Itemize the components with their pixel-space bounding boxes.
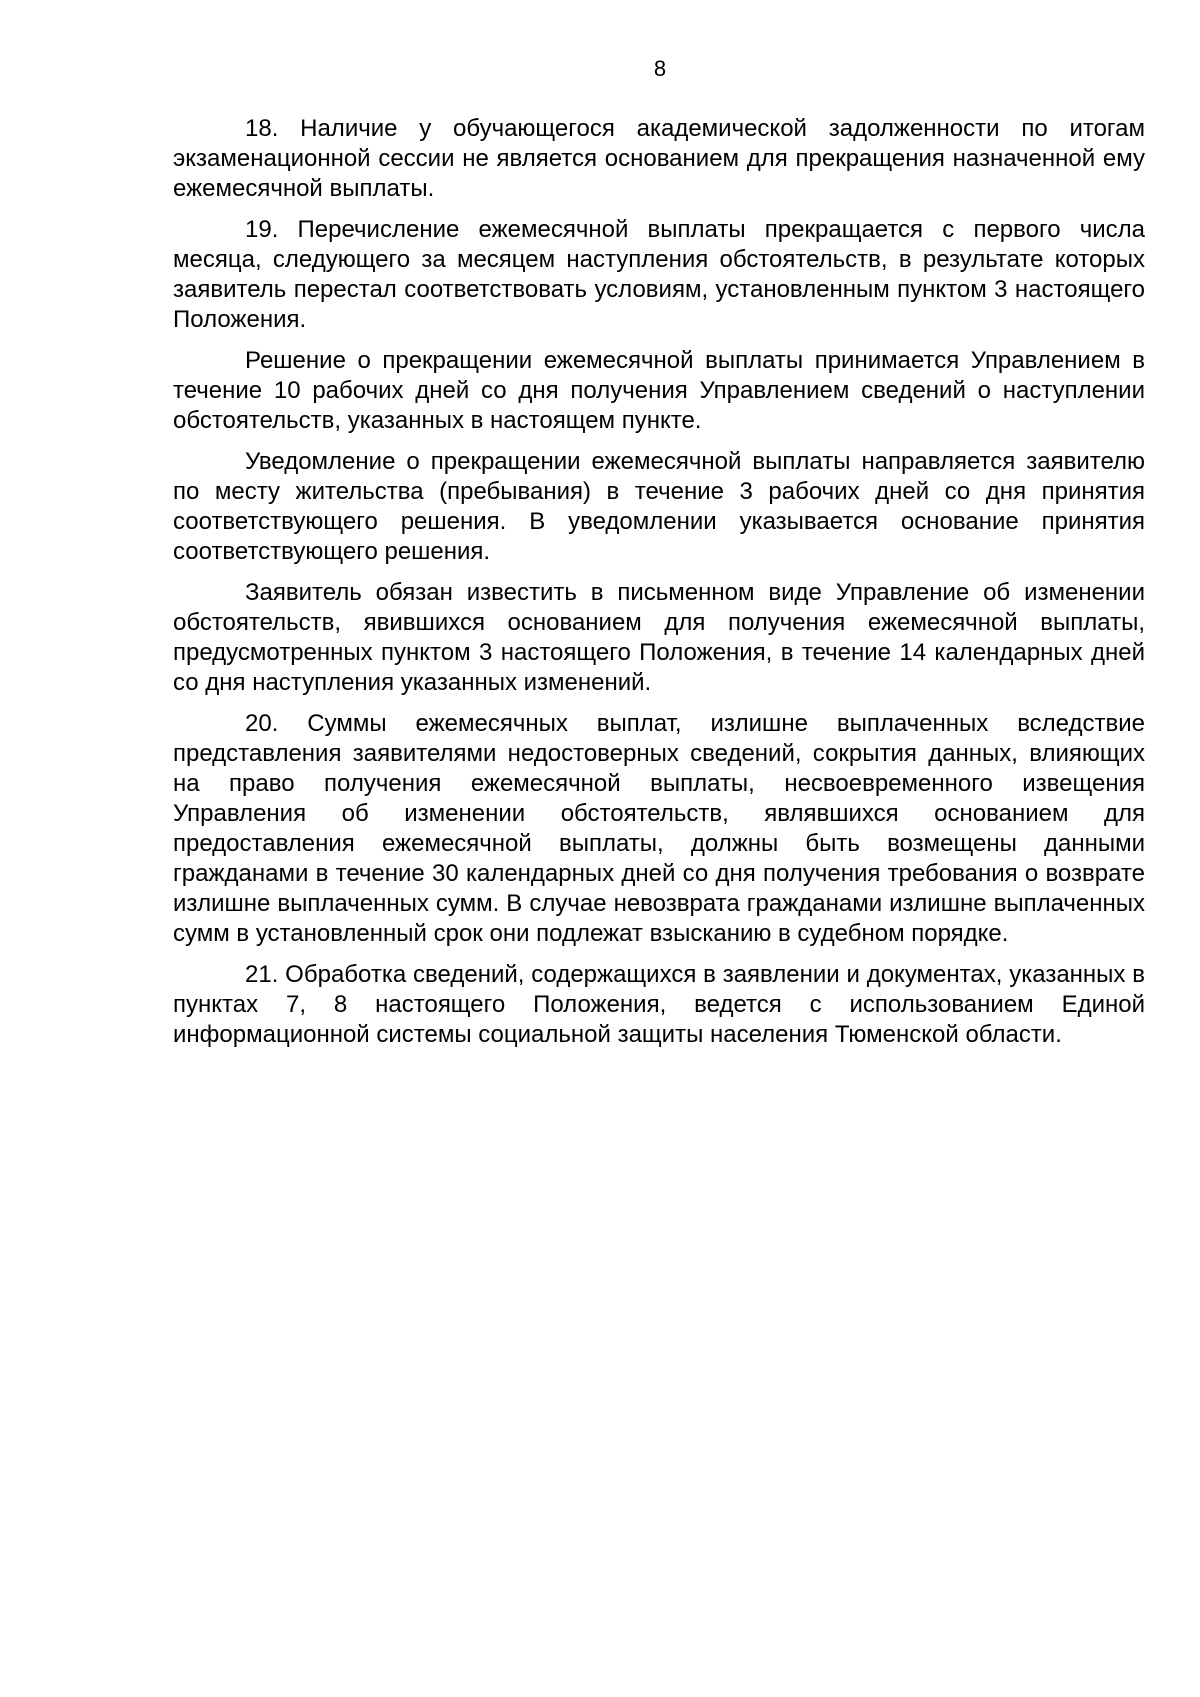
paragraph-19: 19. Перечисление ежемесячной выплаты прекращается с первого числа месяца, следующего за месяцем наступления обстоятельств, в результате которых заявитель перестал соответствовать условиям, установленным пунктом 3 настоящего Положения.	[173, 216, 1145, 333]
page-number: 8	[653, 56, 667, 81]
paragraph-19-notification: Уведомление о прекращении ежемесячной выплаты направляется заявителю по месту жительства (пребывания) в течение 3 рабочих дней со дня принятия соответствующего решения. В уведомлении указывается основание принятия соответствующего решения.	[173, 448, 1145, 565]
paragraph-19-applicant-duty: Заявитель обязан известить в письменном виде Управление об изменении обстоятельств, явившихся основанием для получения ежемесячной выплаты, предусмотренных пунктом 3 настоящего Положения, в течение 14 календарных дней со дня наступления указанных изменений.	[173, 579, 1145, 696]
paragraph-18: 18. Наличие у обучающегося академической задолженности по итогам экзаменационной сессии не является основанием для прекращения назначенной ему ежемесячной выплаты.	[173, 115, 1145, 202]
paragraph-19-decision: Решение о прекращении ежемесячной выплаты принимается Управлением в течение 10 рабочих дней со дня получения Управлением сведений о наступлении обстоятельств, указанных в настоящем пункте.	[173, 347, 1145, 434]
paragraph-20: 20. Суммы ежемесячных выплат, излишне выплаченных вследствие представления заявителями недостоверных сведений, сокрытия данных, влияющих на право получения ежемесячной выплаты, несвоевременного извещения Управления об изменении обстоятельств, являвшихся основанием для предоставления ежемесячной выплаты, должны быть возмещены данными гражданами в течение 30 календарных дней со дня получения требования о возврате излишне выплаченных сумм. В случае невозврата гражданами излишне выплаченных сумм в установленный срок они подлежат взысканию в судебном порядке.	[173, 710, 1145, 947]
document-body	[173, 114, 1145, 1061]
paragraph-21: 21. Обработка сведений, содержащихся в заявлении и документах, указанных в пунктах 7, 8 настоящего Положения, ведется с использованием Единой информационной системы социальной защиты населения Тюменской области.	[173, 961, 1145, 1048]
